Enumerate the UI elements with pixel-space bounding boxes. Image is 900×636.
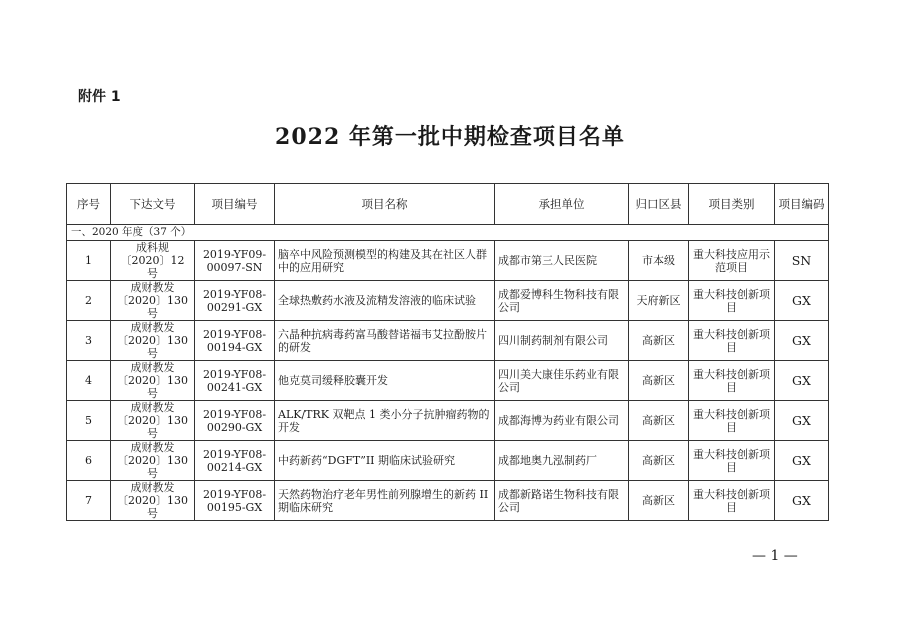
- header-cell-no: 序号: [67, 184, 111, 225]
- table-row: [67, 281, 829, 321]
- cell-code: GX: [775, 361, 829, 401]
- cell-code: GX: [775, 401, 829, 441]
- attachment-label: 附件 1: [78, 89, 121, 105]
- cell-no: 4: [67, 361, 111, 401]
- cell-code: GX: [775, 481, 829, 521]
- cell-pid: 2019-YF08-00194-GX: [195, 321, 275, 361]
- header-cell-unit: 承担单位: [495, 184, 629, 225]
- cell-no: 7: [67, 481, 111, 521]
- cell-district: 高新区: [629, 481, 689, 521]
- table-row: [67, 441, 829, 481]
- cell-pid: 2019-YF08-00214-GX: [195, 441, 275, 481]
- cell-unit: 成都地奥九泓制药厂: [495, 441, 629, 481]
- cell-category: 重大科技创新项目: [689, 361, 775, 401]
- cell-district: 市本级: [629, 241, 689, 281]
- header-cell-category: 项目类别: [689, 184, 775, 225]
- cell-unit: 四川制药制剂有限公司: [495, 321, 629, 361]
- cell-code: SN: [775, 241, 829, 281]
- cell-pid: 2019-YF08-00291-GX: [195, 281, 275, 321]
- cell-district: 高新区: [629, 441, 689, 481]
- page-number: — 1 —: [752, 548, 798, 564]
- cell-pid: 2019-YF09-00097-SN: [195, 241, 275, 281]
- table-row: [67, 321, 829, 361]
- cell-category: 重大科技创新项目: [689, 401, 775, 441]
- project-table: [66, 183, 829, 521]
- cell-code: GX: [775, 281, 829, 321]
- header-cell-name: 项目名称: [275, 184, 495, 225]
- cell-no: 6: [67, 441, 111, 481]
- header-cell-district: 归口区县: [629, 184, 689, 225]
- group-row: [67, 225, 829, 241]
- cell-unit: 成都新路诺生物科技有限公司: [495, 481, 629, 521]
- header-cell-pid: 项目编号: [195, 184, 275, 225]
- cell-unit: 成都爱博科生物科技有限公司: [495, 281, 629, 321]
- cell-no: 1: [67, 241, 111, 281]
- header-cell-code: 项目编码: [775, 184, 829, 225]
- cell-pid: 2019-YF08-00195-GX: [195, 481, 275, 521]
- header-cell-doc: 下达文号: [111, 184, 195, 225]
- cell-category: 重大科技创新项目: [689, 281, 775, 321]
- cell-category: 重大科技创新项目: [689, 321, 775, 361]
- cell-doc: 成财教发〔2020〕130 号: [111, 401, 195, 441]
- table-row: [67, 241, 829, 281]
- cell-pid: 2019-YF08-00290-GX: [195, 401, 275, 441]
- table-row: [67, 401, 829, 441]
- cell-doc: 成科规〔2020〕12 号: [111, 241, 195, 281]
- table-row: [67, 361, 829, 401]
- cell-doc: 成财教发〔2020〕130 号: [111, 281, 195, 321]
- cell-doc: 成财教发〔2020〕130 号: [111, 441, 195, 481]
- cell-unit: 四川美大康佳乐药业有限公司: [495, 361, 629, 401]
- cell-unit: 成都市第三人民医院: [495, 241, 629, 281]
- table-row: [67, 481, 829, 521]
- cell-name: 他克莫司缓释胶囊开发: [275, 361, 495, 401]
- cell-no: 5: [67, 401, 111, 441]
- cell-no: 3: [67, 321, 111, 361]
- cell-doc: 成财教发〔2020〕130 号: [111, 361, 195, 401]
- cell-doc: 成财教发〔2020〕130 号: [111, 481, 195, 521]
- cell-category: 重大科技创新项目: [689, 481, 775, 521]
- document-title: 2022 年第一批中期检查项目名单: [275, 124, 625, 150]
- cell-doc: 成财教发〔2020〕130 号: [111, 321, 195, 361]
- cell-category: 重大科技应用示范项目: [689, 241, 775, 281]
- cell-code: GX: [775, 441, 829, 481]
- cell-name: ALK/TRK 双靶点 1 类小分子抗肿瘤药物的开发: [275, 401, 495, 441]
- cell-code: GX: [775, 321, 829, 361]
- cell-name: 中药新药“DGFT”II 期临床试验研究: [275, 441, 495, 481]
- cell-name: 全球热敷药水液及流精发溶液的临床试验: [275, 281, 495, 321]
- cell-pid: 2019-YF08-00241-GX: [195, 361, 275, 401]
- cell-district: 高新区: [629, 321, 689, 361]
- cell-name: 六晶种抗病毒药富马酸替诺福韦艾拉酚胺片的研发: [275, 321, 495, 361]
- cell-unit: 成都海博为药业有限公司: [495, 401, 629, 441]
- cell-district: 天府新区: [629, 281, 689, 321]
- cell-name: 天然药物治疗老年男性前列腺增生的新药 II 期临床研究: [275, 481, 495, 521]
- cell-no: 2: [67, 281, 111, 321]
- cell-district: 高新区: [629, 401, 689, 441]
- group-label: 一、2020 年度（37 个）: [67, 225, 829, 241]
- cell-name: 脑卒中风险预测模型的构建及其在社区人群中的应用研究: [275, 241, 495, 281]
- cell-category: 重大科技创新项目: [689, 441, 775, 481]
- table-header-row: [67, 184, 829, 225]
- cell-district: 高新区: [629, 361, 689, 401]
